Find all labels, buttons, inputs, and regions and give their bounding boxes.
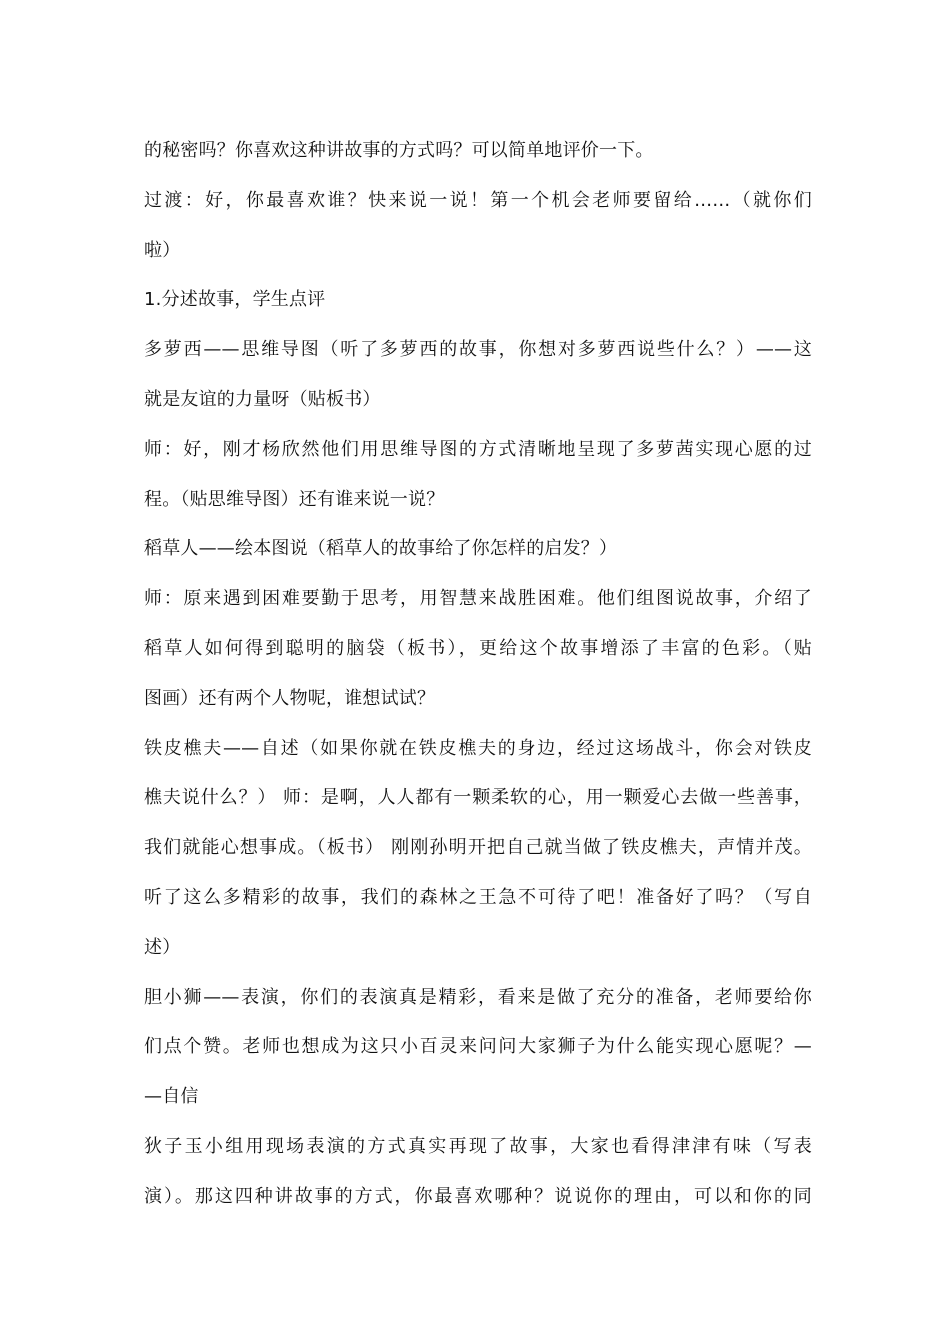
text-line: 述） — [144, 936, 181, 958]
text-line: 们点个赞。老师也想成为这只小百灵来问问大家狮子为什么能实现心愿呢？— — [144, 1036, 812, 1058]
text-line: 师：原来遇到困难要勤于思考，用智慧来战胜困难。他们组图说故事，介绍了 — [144, 588, 812, 610]
text-line: 的秘密吗？你喜欢这种讲故事的方式吗？可以简单地评价一下。 — [144, 140, 654, 161]
text-line: 演）。那这四种讲故事的方式，你最喜欢哪种？说说你的理由，可以和你的同 — [144, 1185, 812, 1207]
text-line: 啦） — [144, 239, 181, 261]
text-line: —自信 — [144, 1086, 199, 1108]
text-line: 胆小狮——表演，你们的表演真是精彩，看来是做了充分的准备，老师要给你 — [144, 986, 812, 1008]
text-line: 樵夫说什么？） 师：是啊，人人都有一颗柔软的心，用一颗爱心去做一些善事， — [144, 787, 812, 809]
text-line: 就是友谊的力量呀（贴板书） — [144, 388, 381, 410]
text-line: 稻草人如何得到聪明的脑袋（板书），更给这个故事增添了丰富的色彩。（贴 — [144, 637, 812, 659]
text-line: 听了这么多精彩的故事，我们的森林之王急不可待了吧！准备好了吗？（写自 — [144, 886, 812, 908]
text-line: 图画）还有两个人物呢，谁想试试？ — [144, 687, 436, 709]
text-line: 铁皮樵夫——自述（如果你就在铁皮樵夫的身边，经过这场战斗，你会对铁皮 — [144, 737, 812, 759]
text-line: 我们就能心想事成。（板书） 刚刚孙明开把自己就当做了铁皮樵夫，声情并茂。 — [144, 837, 812, 859]
text-line: 多萝西——思维导图（听了多萝西的故事，你想对多萝西说些什么？）——这 — [144, 339, 812, 361]
text-line: 师：好，刚才杨欣然他们用思维导图的方式清晰地呈现了多萝茜实现心愿的过 — [144, 438, 812, 460]
section-heading: 1.分述故事，学生点评 — [144, 289, 326, 311]
document-body — [144, 126, 812, 1222]
text-line: 稻草人——绘本图说（稻草人的故事给了你怎样的启发？） — [144, 538, 618, 560]
text-line: 程。（贴思维导图）还有谁来说一说？ — [144, 488, 445, 510]
text-line: 狄子玉小组用现场表演的方式真实再现了故事，大家也看得津津有味（写表 — [144, 1135, 812, 1157]
text-line: 过渡：好，你最喜欢谁？快来说一说！第一个机会老师要留给……（就你们 — [144, 189, 812, 211]
